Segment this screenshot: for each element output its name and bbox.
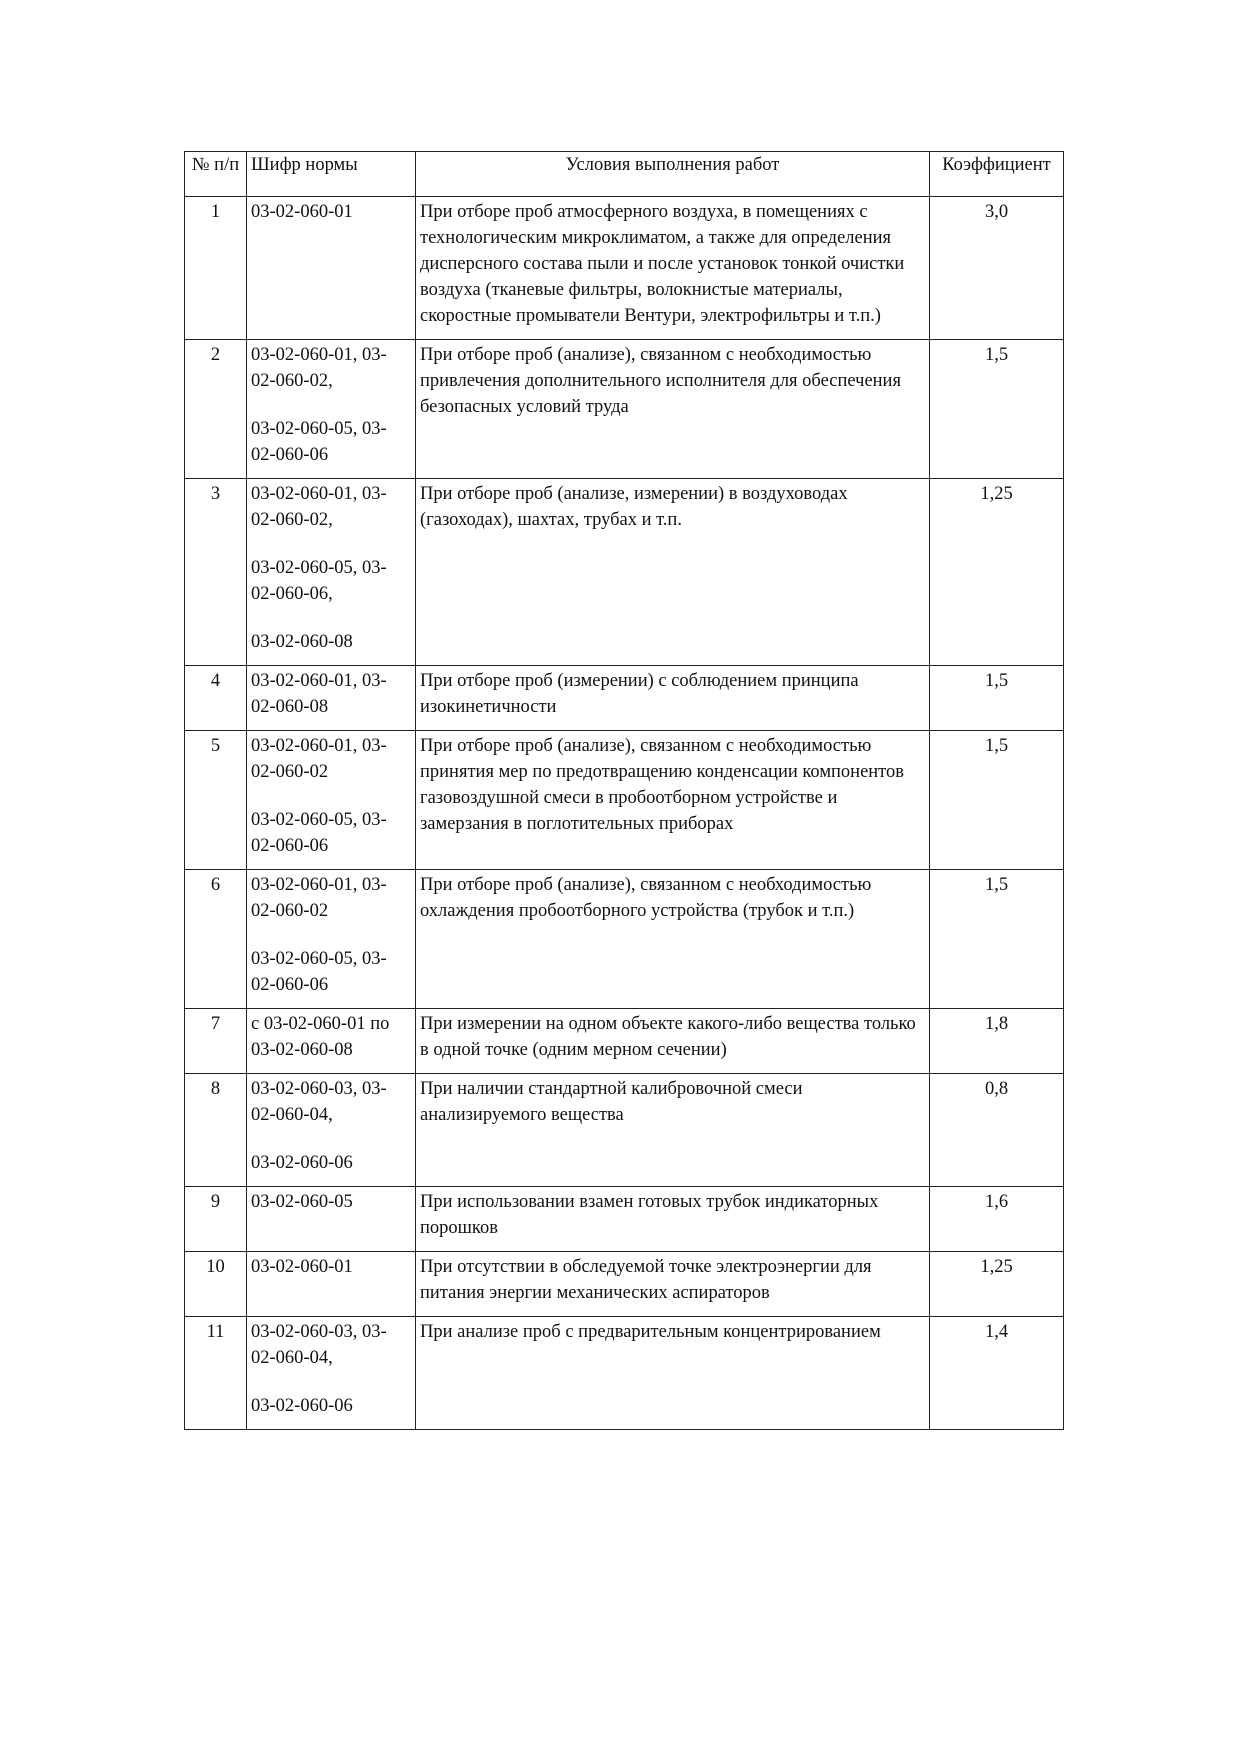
norm-code: 03-02-060-05, 03-02-060-06 xyxy=(251,810,387,856)
norm-code: 03-02-060-05, 03-02-060-06, xyxy=(251,558,387,604)
work-condition: При отборе проб атмосферного воздуха, в помещениях с технологическим микроклиматом, а также для определения дисперсного состава пыли и после установок тонкой очистки воздуха (тканевые фильтры, волокнистые материалы, скоростные промыватели Вентури, электрофильтры и т.п.) xyxy=(416,197,930,340)
norm-code: 03-02-060-06 xyxy=(251,1396,353,1416)
row-number: 7 xyxy=(185,1009,247,1074)
norm-code: с 03-02-060-01 по 03-02-060-08 xyxy=(251,1014,390,1060)
coefficient: 1,6 xyxy=(930,1187,1064,1252)
work-condition: При отборе проб (анализе, измерении) в воздуховодах (газоходах), шахтах, трубах и т.п. xyxy=(416,479,930,666)
table-row xyxy=(185,1009,1064,1074)
norm-code: 03-02-060-01, 03-02-060-08 xyxy=(251,671,387,717)
norm-code: 03-02-060-01 xyxy=(251,1257,353,1277)
header-condition: Условия выполнения работ xyxy=(416,152,930,197)
work-condition: При наличии стандартной калибровочной смеси анализируемого вещества xyxy=(416,1074,930,1187)
coefficient: 1,25 xyxy=(930,1252,1064,1317)
table-header-row xyxy=(185,152,1064,197)
table-row xyxy=(185,1317,1064,1430)
row-number: 3 xyxy=(185,479,247,666)
coefficient: 1,8 xyxy=(930,1009,1064,1074)
work-condition: При измерении на одном объекте какого-либо вещества только в одной точке (одним мерном сечении) xyxy=(416,1009,930,1074)
work-condition: При анализе проб с предварительным концентрированием xyxy=(416,1317,930,1430)
norm-code-cell xyxy=(247,1074,416,1187)
norm-code-cell xyxy=(247,666,416,731)
norm-code: 03-02-060-01, 03-02-060-02 xyxy=(251,875,387,921)
row-number: 2 xyxy=(185,340,247,479)
coefficient: 1,5 xyxy=(930,666,1064,731)
norm-code: 03-02-060-01 xyxy=(251,202,353,222)
norm-code: 03-02-060-08 xyxy=(251,632,353,652)
work-condition: При отборе проб (анализе), связанном с необходимостью привлечения дополнительного исполнителя для обеспечения безопасных условий труда xyxy=(416,340,930,479)
row-number: 9 xyxy=(185,1187,247,1252)
table-row xyxy=(185,340,1064,479)
header-coef: Коэффициент xyxy=(930,152,1064,197)
work-condition: При отборе проб (анализе), связанном с необходимостью принятия мер по предотвращению конденсации компонентов газовоздушной смеси в пробоотборном устройстве и замерзания в поглотительных приборах xyxy=(416,731,930,870)
table-row xyxy=(185,479,1064,666)
table-row xyxy=(185,731,1064,870)
work-condition: При отсутствии в обследуемой точке электроэнергии для питания энергии механических аспираторов xyxy=(416,1252,930,1317)
coefficient: 1,5 xyxy=(930,870,1064,1009)
coefficient: 3,0 xyxy=(930,197,1064,340)
norm-code: 03-02-060-06 xyxy=(251,1153,353,1173)
work-condition: При использовании взамен готовых трубок индикаторных порошков xyxy=(416,1187,930,1252)
row-number: 6 xyxy=(185,870,247,1009)
table-body xyxy=(185,197,1064,1430)
table-row xyxy=(185,1252,1064,1317)
norm-code-cell xyxy=(247,479,416,666)
norm-code: 03-02-060-03, 03-02-060-04, xyxy=(251,1322,387,1368)
norm-code-cell xyxy=(247,1187,416,1252)
coefficient: 1,4 xyxy=(930,1317,1064,1430)
norm-code: 03-02-060-01, 03-02-060-02 xyxy=(251,736,387,782)
norm-code: 03-02-060-05, 03-02-060-06 xyxy=(251,949,387,995)
coefficient: 1,5 xyxy=(930,731,1064,870)
table-row xyxy=(185,870,1064,1009)
norm-code: 03-02-060-03, 03-02-060-04, xyxy=(251,1079,387,1125)
work-condition: При отборе проб (измерении) с соблюдением принципа изокинетичности xyxy=(416,666,930,731)
work-condition: При отборе проб (анализе), связанном с необходимостью охлаждения пробоотборного устройства (трубок и т.п.) xyxy=(416,870,930,1009)
coefficient: 1,5 xyxy=(930,340,1064,479)
header-num: № п/п xyxy=(185,152,247,197)
header-code: Шифр нормы xyxy=(247,152,416,197)
coefficient: 1,25 xyxy=(930,479,1064,666)
row-number: 11 xyxy=(185,1317,247,1430)
norm-code-cell xyxy=(247,340,416,479)
norm-code-cell xyxy=(247,870,416,1009)
coefficient: 0,8 xyxy=(930,1074,1064,1187)
norm-code: 03-02-060-01, 03-02-060-02, xyxy=(251,345,387,391)
row-number: 5 xyxy=(185,731,247,870)
norm-code-cell xyxy=(247,1252,416,1317)
row-number: 10 xyxy=(185,1252,247,1317)
norm-code-cell xyxy=(247,1317,416,1430)
norm-code: 03-02-060-05 xyxy=(251,1192,353,1212)
norm-code-cell xyxy=(247,1009,416,1074)
norm-code: 03-02-060-05, 03-02-060-06 xyxy=(251,419,387,465)
coefficients-table xyxy=(184,151,1064,1430)
row-number: 1 xyxy=(185,197,247,340)
table-row xyxy=(185,666,1064,731)
table-row xyxy=(185,1187,1064,1252)
table-row xyxy=(185,1074,1064,1187)
norm-code: 03-02-060-01, 03-02-060-02, xyxy=(251,484,387,530)
table-row xyxy=(185,197,1064,340)
norm-code-cell xyxy=(247,731,416,870)
norm-code-cell xyxy=(247,197,416,340)
row-number: 8 xyxy=(185,1074,247,1187)
row-number: 4 xyxy=(185,666,247,731)
